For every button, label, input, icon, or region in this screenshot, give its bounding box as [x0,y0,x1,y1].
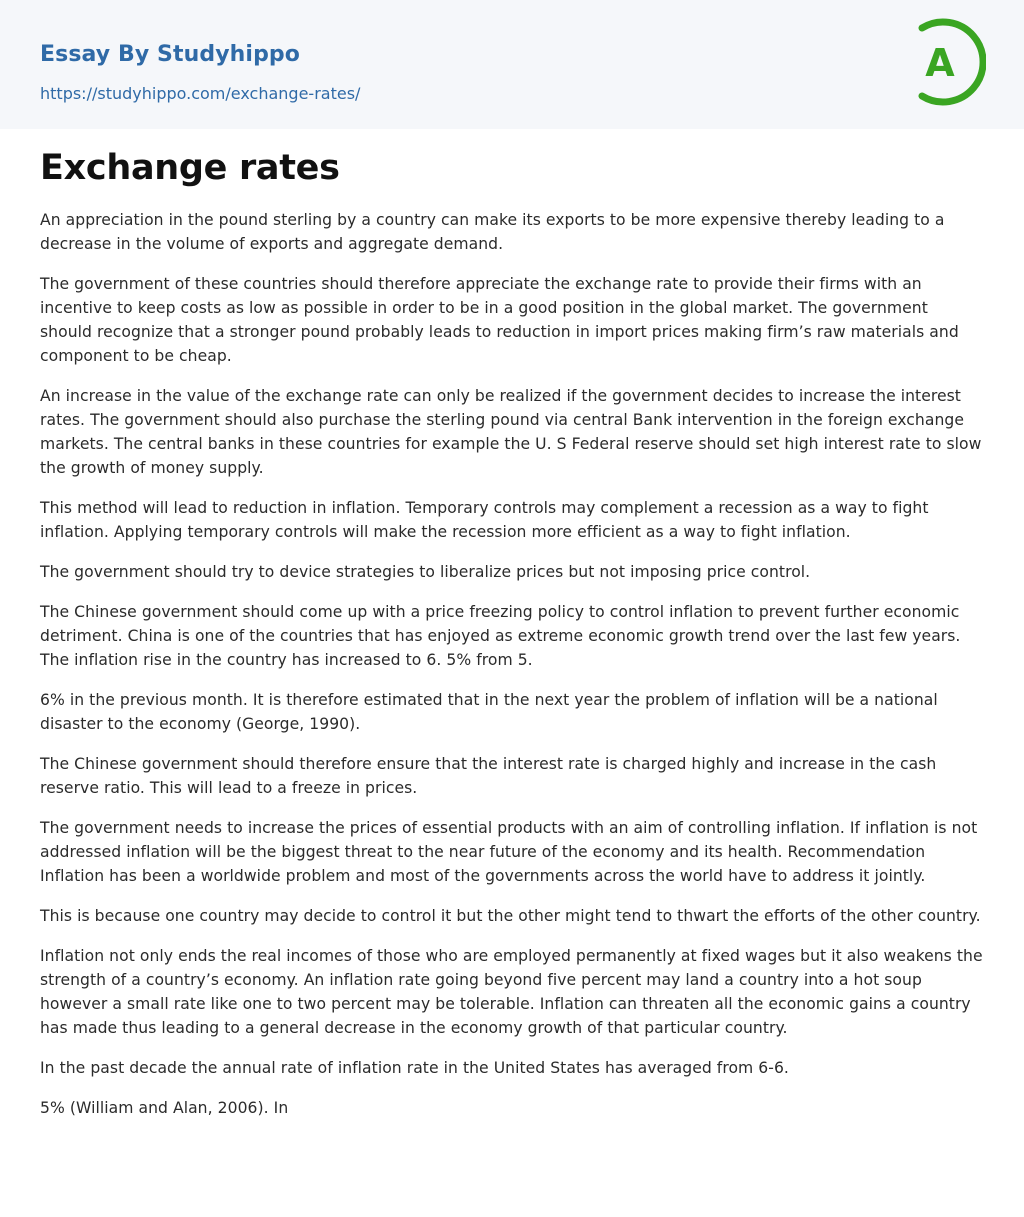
paragraph: The Chinese government should therefore ensure that the interest rate is charged highly and increase in the cash reserve ratio. This will lead to a freeze in prices. [40,755,937,797]
paragraph: The government of these countries should therefore appreciate the exchange rate to provide their firms with an incentive to keep costs as low as possible in order to be in a good position in the global market. The government should recognize that a stronger pound probably leads to reduction in import prices making firm’s raw materials and component to be cheap. [40,275,959,365]
page-title: Exchange rates [40,148,340,188]
paragraph: The Chinese government should come up with a price freezing policy to control inflation to prevent further economic detriment. China is one of the countries that has enjoyed as extreme economic growth trend over the last few years. The inflation rise in the country has increased to 6. 5% from 5. [40,603,961,669]
paragraph: The government should try to device strategies to liberalize prices but not imposing price control. [40,563,811,581]
paragraph: Inflation not only ends the real incomes of those who are employed permanently at fixed wages but it also weakens the strength of a country’s economy. An inflation rate going beyond five percent may land a country into a hot soup however a small rate like one to two percent may be tolerable. Inflation can threaten all the economic gains a country has made thus leading to a general decrease in the economy growth of that particular country. [40,947,983,1037]
paragraph: 5% (William and Alan, 2006). In [40,1099,289,1117]
paragraph: This is because one country may decide to control it but the other might tend to thwart the efforts of the other country. [40,907,981,925]
paragraph: An appreciation in the pound sterling by a country can make its exports to be more expensive thereby leading to a decrease in the volume of exports and aggregate demand. [40,211,945,253]
paragraph: In the past decade the annual rate of inflation rate in the United States has averaged from 6-6. [40,1059,789,1077]
paragraph: 6% in the previous month. It is therefore estimated that in the next year the problem of inflation will be a national disaster to the economy (George, 1990). [40,691,938,733]
svg-text:A: A [925,41,955,85]
essay-url-link[interactable]: https://studyhippo.com/exchange-rates/ [40,84,361,103]
paragraph: An increase in the value of the exchange rate can only be realized if the government decides to increase the interest rates. The government should also purchase the sterling pound via central Bank intervention in the foreign exchange markets. The central banks in these countries for example the U. S Federal reserve should set high interest rate to slow the growth of money supply. [40,387,982,477]
article [40,140,984,1136]
studyhippo-logo-icon[interactable] [898,18,986,106]
paragraph: The government needs to increase the prices of essential products with an aim of controlling inflation. If inflation is not addressed inflation will be the biggest threat to the near future of the economy and its health. Recommendation Inflation has been a worldwide problem and most of the governments across the world have to address it jointly. [40,819,978,885]
site-header [0,0,1024,129]
brand-title: Essay By Studyhippo [40,42,300,67]
paragraph: This method will lead to reduction in inflation. Temporary controls may complement a recession as a way to fight inflation. Applying temporary controls will make the recession more efficient as a way to fight inflation. [40,499,929,541]
